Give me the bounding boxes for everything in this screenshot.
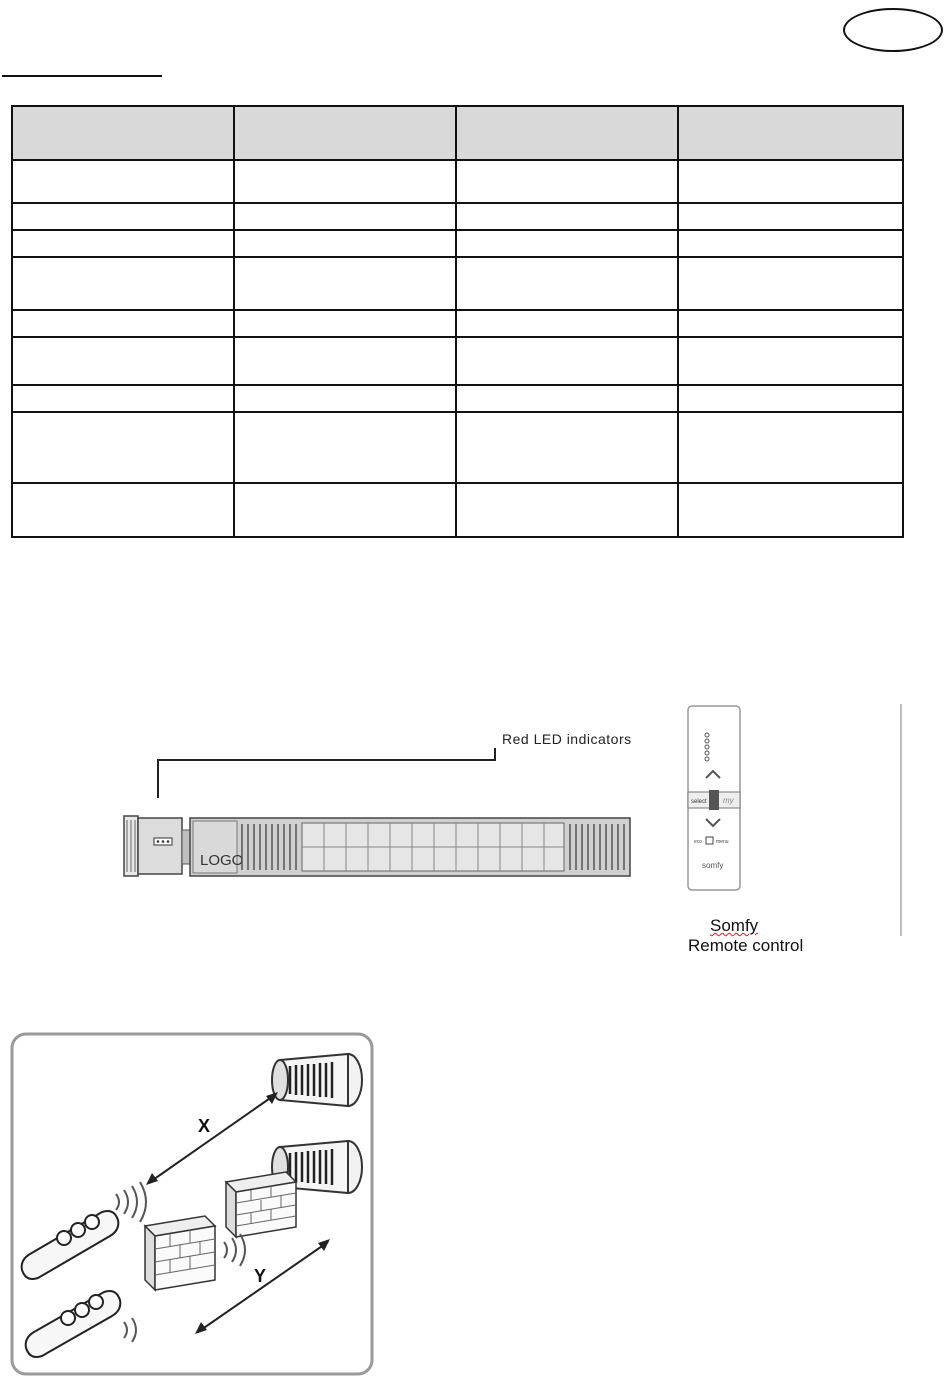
table-row [12,483,903,537]
table-cell [234,385,456,412]
callout-line [158,748,495,798]
remote-select-button: select [691,799,707,805]
table-row [12,337,903,385]
table-cell [456,412,678,483]
table-cell [456,203,678,230]
table-row [12,257,903,310]
table-cell [12,337,234,385]
table-cell [12,257,234,310]
wall-icon [226,1172,296,1237]
heater-control-box [138,818,182,874]
table-row [12,310,903,337]
table-cell [456,160,678,203]
table-row [12,160,903,203]
table-cell [12,230,234,257]
table-cell [678,203,903,230]
table-row [12,385,903,412]
remote-eco-button: eco [694,839,703,845]
remote-selector-wheel [709,790,719,810]
table-cell [456,385,678,412]
table-cell [234,412,456,483]
wall-icon [145,1216,215,1290]
table-cell [456,257,678,310]
table-cell [456,337,678,385]
table-cell [678,483,903,537]
table-cell [234,257,456,310]
remote-caption-brand: Somfy [710,916,759,935]
heater-diagram [110,720,650,890]
remote-caption [688,916,803,956]
remote-menu-button: menu [716,839,729,845]
table-cell [234,106,456,160]
table-row [12,203,903,230]
table-cell [678,337,903,385]
table-cell [234,337,456,385]
heater-icon [272,1054,362,1106]
table-header-row [12,106,903,160]
table-cell [678,310,903,337]
table-cell [12,385,234,412]
language-badge [843,8,943,52]
table-cell [678,385,903,412]
table-cell [234,203,456,230]
table-cell [456,106,678,160]
table-row [12,412,903,483]
table-cell [12,106,234,160]
remote-my-button: my [723,796,734,805]
table-cell [12,160,234,203]
range-diagram [10,1032,374,1377]
remote-brand-mark: somfy [702,861,724,870]
table-cell [12,412,234,483]
table-cell [234,483,456,537]
section-heading-underline [2,75,162,77]
table-row [12,230,903,257]
table-cell [678,257,903,310]
led-indicator-label: Red LED indicators [502,731,632,747]
table-cell [456,230,678,257]
table-cell [234,310,456,337]
specification-table [11,105,904,538]
table-cell [678,230,903,257]
table-cell [234,230,456,257]
remote-caption-kind: Remote control [688,936,804,955]
table-cell [456,310,678,337]
table-cell [678,160,903,203]
table-cell [12,483,234,537]
table-cell [12,203,234,230]
table-cell [12,310,234,337]
table-cell [456,483,678,537]
range-label-y: Y [254,1266,267,1286]
logo-text: LOGO [200,852,244,869]
table-cell [234,160,456,203]
table-cell [678,106,903,160]
table-cell [678,412,903,483]
range-label-x: X [198,1116,211,1136]
